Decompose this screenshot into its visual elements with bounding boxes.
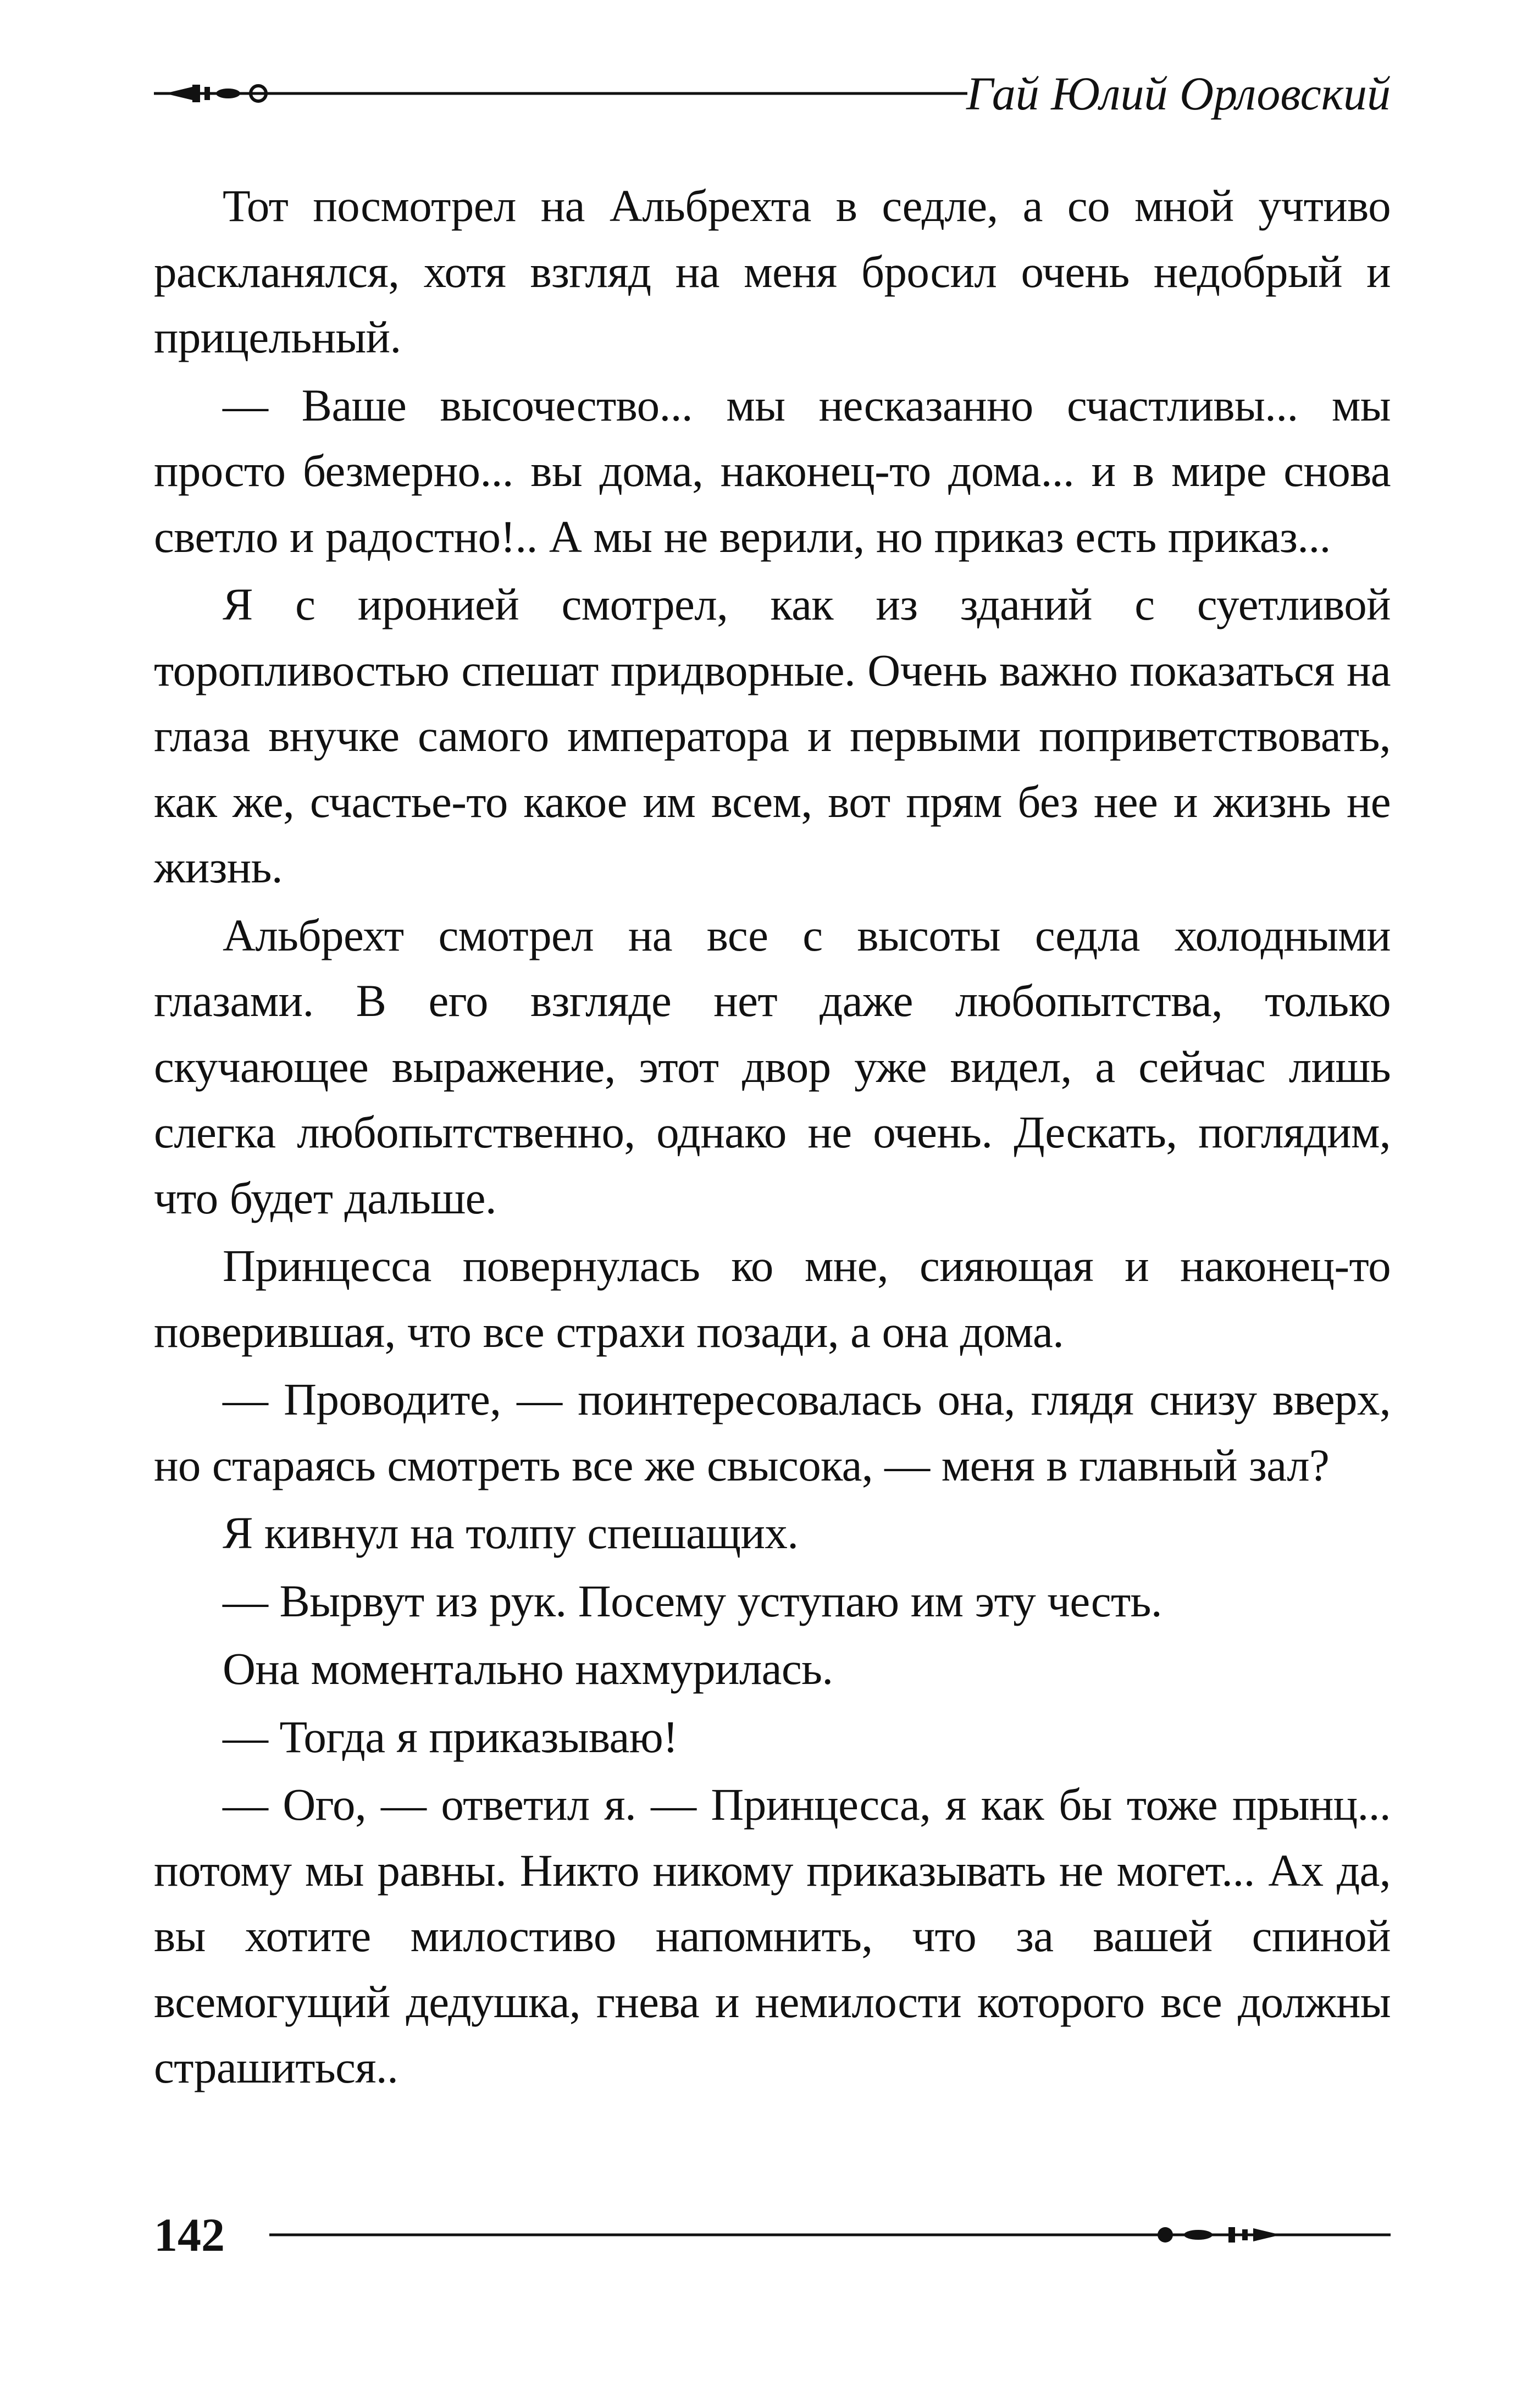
page-footer bbox=[154, 2205, 1391, 2265]
running-header bbox=[154, 60, 1391, 126]
paragraph: Она моментально нахмурилась. bbox=[223, 1643, 833, 1694]
paragraph: — Проводите, — поинтересовалась она, глядя снизу вверх, но стараясь смотреть все же свысока, — меня в главный зал? bbox=[154, 1374, 1391, 1490]
paragraph: Альбрехт смотрел на все с высоты седла холодными глазами. В его взгляде нет даже любопытства, только скучающее выражение, этот двор уже видел, а сейчас лишь слегка любопытственно, однако не очень. Дескать, поглядим, что будет дальше. bbox=[154, 909, 1391, 1223]
paragraph: Тот посмотрел на Альбрехта в седле, а со мной учтиво раскланялся, хотя взгляд на меня бросил очень недобрый и прицельный. bbox=[154, 180, 1391, 362]
paragraph: — Ваше высочество... мы несказанно счастливы... мы просто безмерно... вы дома, наконец-то дома... и в мире снова светло и радостно!.. А мы не верили, но приказ есть приказ... bbox=[154, 379, 1391, 562]
footer-rule-ornament bbox=[269, 2218, 1391, 2251]
running-title: Гай Юлий Орловский bbox=[966, 67, 1391, 120]
paragraph: — Вырвут из рук. Посему уступаю им эту честь. bbox=[223, 1575, 1162, 1626]
paragraph: Я с иронией смотрел, как из зданий с суетливой торопливостью спешат придворные. Очень важно показаться на глаза внучке самого императора и первыми поприветствовать, как же, счастье-то какое им всем, вот прям без нее и жизнь не жизнь. bbox=[154, 579, 1391, 892]
page-number: 142 bbox=[154, 2208, 225, 2261]
body-text bbox=[154, 173, 1391, 2103]
paragraph: — Ого, — ответил я. — Принцесса, я как бы тоже прынц... потому мы равны. Никто никому приказывать не могет... Ах да, вы хотите милостиво напомнить, что за вашей спиной всемогущий дедушка, гнева и немилости которого все должны страшиться.. bbox=[154, 1779, 1391, 2092]
header-rule-ornament bbox=[154, 77, 967, 110]
paragraph: Принцесса повернулась ко мне, сияющая и наконец-то поверившая, что все страхи позади, а она дома. bbox=[154, 1240, 1391, 1357]
paragraph: — Тогда я приказываю! bbox=[223, 1711, 678, 1762]
paragraph: Я кивнул на толпу спешащих. bbox=[223, 1507, 799, 1558]
